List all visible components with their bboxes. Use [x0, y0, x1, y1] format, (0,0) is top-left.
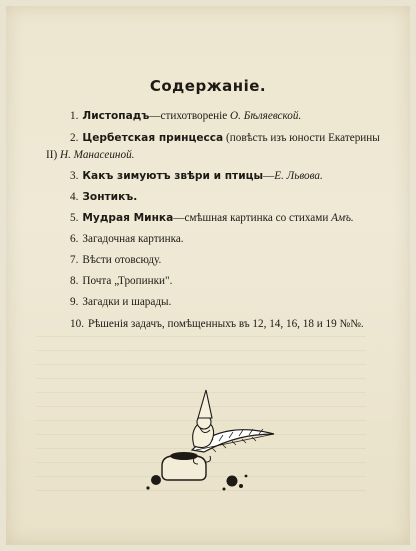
toc-number: 10. — [70, 318, 84, 330]
toc-title: Зонтикъ. — [82, 191, 138, 203]
toc-number: 3. — [70, 170, 79, 182]
toc-text: Вѣсти отовсюду. — [82, 254, 162, 266]
toc-text: — — [263, 170, 275, 182]
toc-entry-9 — [46, 292, 386, 313]
toc-text: —стихотворенiе — [149, 110, 231, 122]
toc-entry-1 — [46, 106, 386, 127]
toc-text: —смѣшная картинка со стихами — [173, 212, 332, 224]
toc-entry-7 — [46, 250, 386, 271]
toc-number: 1. — [70, 110, 79, 122]
toc-entry-2 — [46, 130, 386, 164]
toc-text: Загадки и шарады. — [82, 296, 172, 308]
toc-number: 6. — [70, 233, 79, 245]
toc-entry-8 — [46, 271, 386, 292]
toc-title: Какъ зимуютъ звѣри и птицы — [82, 170, 264, 182]
toc-number: 7. — [70, 254, 79, 266]
toc-entry-6 — [46, 229, 386, 250]
toc-author: Е. Львова. — [274, 170, 323, 182]
table-of-contents — [46, 106, 386, 333]
toc-title: Листопадъ — [82, 110, 150, 122]
toc-number: 8. — [70, 275, 79, 287]
toc-title: Цербетская принцесса — [82, 132, 224, 144]
toc-entry-5 — [46, 208, 386, 229]
toc-number: 5. — [70, 212, 79, 224]
toc-number: 9. — [70, 296, 79, 308]
toc-entry-3 — [46, 166, 386, 187]
toc-text: Почта „Тропинки". — [82, 275, 173, 287]
toc-number: 2. — [70, 132, 79, 144]
toc-number: 4. — [70, 191, 79, 203]
toc-text: (повѣсть изъ юности Екатерины II) — [46, 132, 380, 161]
toc-entry-10 — [46, 316, 386, 333]
toc-author: Амъ. — [331, 212, 354, 224]
page — [6, 6, 410, 545]
toc-text: Рѣшенiя задачъ, помѣщенныхъ въ 12, 14, 16, 18 и 19 №№. — [87, 318, 364, 330]
toc-author: О. Бѣляевской. — [230, 110, 302, 122]
toc-author: Н. Манасеиной. — [59, 149, 135, 161]
gnome-with-quill-pen-and-inkwell-icon — [134, 388, 284, 503]
toc-entry-4 — [46, 187, 386, 208]
page-title: Содержанiе. — [149, 77, 267, 95]
toc-text: Загадочная картинка. — [82, 233, 184, 245]
toc-title: Мудрая Минка — [82, 212, 174, 224]
